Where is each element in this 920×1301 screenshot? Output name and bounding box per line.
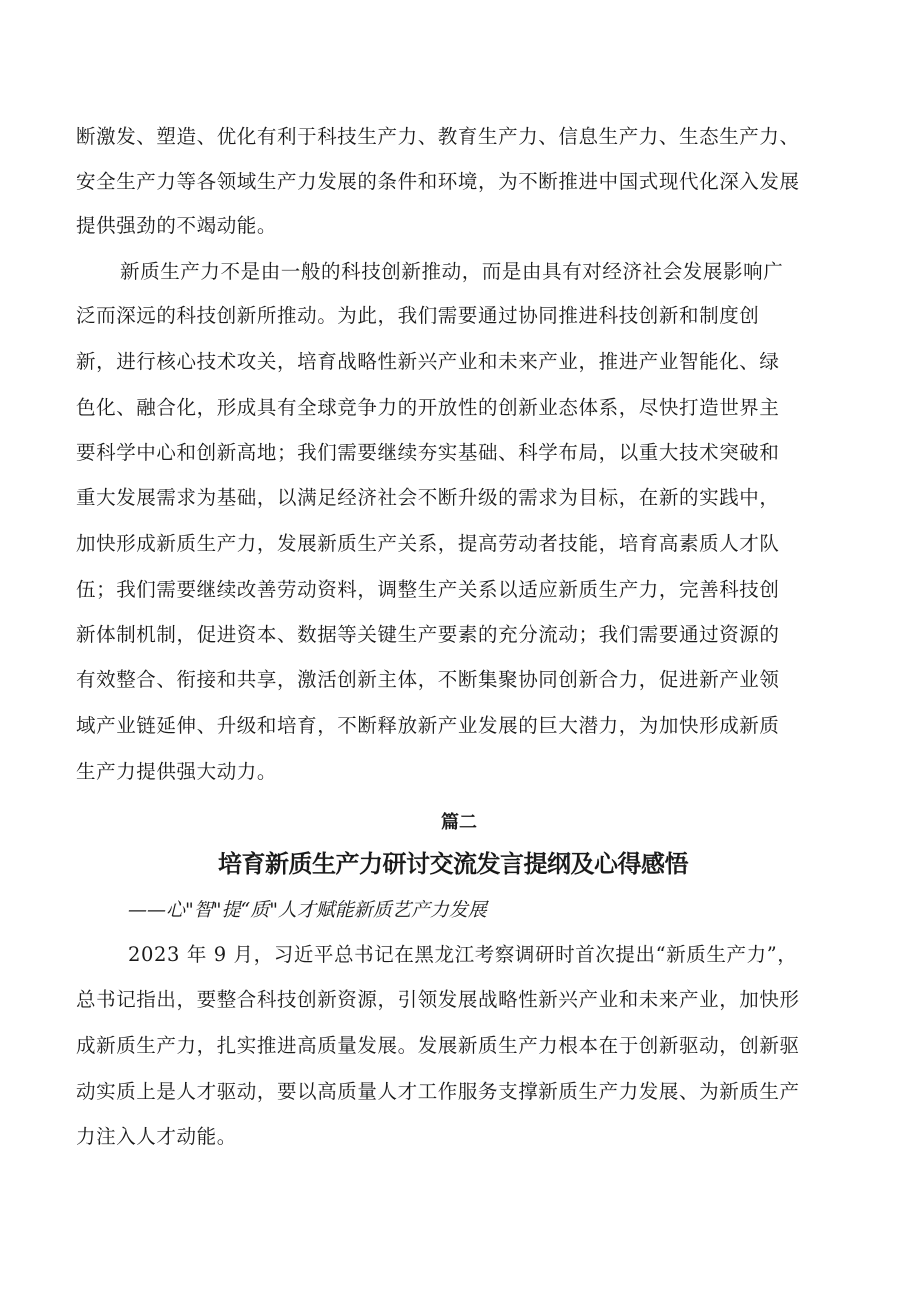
text-line: 安全生产力等各领域生产力发展的条件和环境，为不断推进中国式现代化深入发展	[76, 170, 800, 193]
text-line: 有效整合、衔接和共享，激活创新主体，不断集聚协同创新合力，促进新产业领	[76, 668, 780, 691]
text-line: 总书记指出，要整合科技创新资源，引领发展战略性新兴产业和未来产业，加快形	[76, 988, 800, 1011]
text-line: 动实质上是人才驱动，要以高质量人才工作服务支撑新质生产力发展、为新质生产	[76, 1080, 800, 1103]
text-line: 要科学中心和创新高地；我们需要继续夯实基础、科学布局，以重大技术突破和	[76, 441, 780, 464]
text-line: 重大发展需求为基础，以满足经济社会不断升级的需求为目标，在新的实践中，	[76, 486, 780, 509]
text-line: 新体制机制，促进资本、数据等关键生产要素的充分流动；我们需要通过资源的	[76, 623, 780, 646]
section-label: 篇二	[441, 812, 477, 833]
text-line: 提供强劲的不竭动能。	[76, 214, 278, 237]
text-line: 色化、融合化，形成具有全球竞争力的开放性的创新业态体系，尽快打造世界主	[76, 396, 780, 419]
text-line: 泛而深远的科技创新所推动。为此，我们需要通过协同推进科技创新和制度创	[76, 304, 760, 327]
section-title: 培育新质生产力研讨交流发言提纲及心得感悟	[218, 850, 688, 878]
text-line: 新，进行核心技术攻关，培育战略性新兴产业和未来产业，推进产业智能化、绿	[76, 350, 780, 373]
text-line: 加快形成新质生产力，发展新质生产关系，提高劳动者技能，培育高素质人才队	[76, 532, 780, 555]
text-line: 域产业链延伸、升级和培育，不断释放新产业发展的巨大潜力，为加快形成新质	[76, 714, 780, 737]
text-line: 伍；我们需要继续改善劳动资料，调整生产关系以适应新质生产力，完善科技创	[76, 578, 780, 601]
text-line: 2023 年 9 月，习近平总书记在黑龙江考察调研时首次提出“新质生产力”，	[128, 943, 798, 966]
text-line: 新质生产力不是由一般的科技创新推动，而是由具有对经济社会发展影响广	[120, 260, 784, 283]
text-line: 成新质生产力，扎实推进高质量发展。发展新质生产力根本在于创新驱动，创新驱	[76, 1034, 800, 1057]
text-line: 断激发、塑造、优化有利于科技生产力、教育生产力、信息生产力、生态生产力、	[76, 125, 800, 148]
section-subtitle: ——心"智"提“质"人才赋能新质艺产力发展	[128, 899, 487, 921]
text-line: 生产力提供强大动力。	[76, 760, 278, 783]
text-line: 力注入人才动能。	[76, 1125, 237, 1148]
